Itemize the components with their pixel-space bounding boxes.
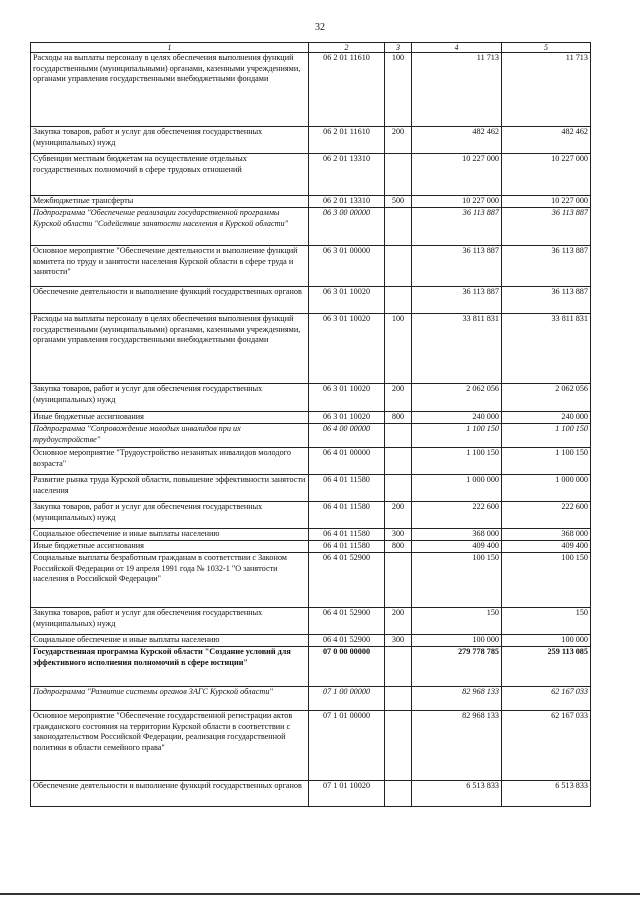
cell-amount-1: 240 000: [412, 412, 502, 424]
cell-code: 06 4 01 52900: [309, 635, 385, 647]
cell-expense-type: [385, 287, 412, 314]
table-row: [31, 553, 591, 608]
cell-amount-1: 279 778 785: [412, 647, 502, 687]
cell-amount-2: 100 000: [502, 635, 591, 647]
cell-name: Подпрограмма "Обеспечение реализации государственной программы Курской области "Содействие занятости населения в Курской области": [31, 208, 309, 246]
header-amount-2: 5: [502, 43, 591, 53]
cell-amount-1: 1 100 150: [412, 448, 502, 475]
table-row: [31, 154, 591, 196]
cell-name: Иные бюджетные ассигнования: [31, 412, 309, 424]
cell-code: 06 4 00 00000: [309, 424, 385, 448]
table-row: [31, 208, 591, 246]
cell-amount-2: 240 000: [502, 412, 591, 424]
cell-name: Субвенции местным бюджетам на осуществление отдельных государственных полномочий в сфере трудовых отношений: [31, 154, 309, 196]
cell-amount-1: 82 968 133: [412, 687, 502, 711]
budget-table: [30, 42, 591, 807]
header-type: 3: [385, 43, 412, 53]
cell-expense-type: 100: [385, 53, 412, 127]
cell-expense-type: 200: [385, 502, 412, 529]
table-row: [31, 647, 591, 687]
header-amount-1: 4: [412, 43, 502, 53]
cell-amount-2: 482 462: [502, 127, 591, 154]
cell-amount-1: 482 462: [412, 127, 502, 154]
cell-name: Государственная программа Курской области "Создание условий для эффективного исполнения полномочий в сфере юстиции": [31, 647, 309, 687]
table-row: [31, 287, 591, 314]
table-row: [31, 635, 591, 647]
cell-amount-2: 62 167 033: [502, 687, 591, 711]
cell-amount-2: 10 227 000: [502, 154, 591, 196]
cell-expense-type: [385, 208, 412, 246]
cell-code: 06 2 01 11610: [309, 127, 385, 154]
cell-amount-2: 10 227 000: [502, 196, 591, 208]
cell-name: Социальное обеспечение и иные выплаты населению: [31, 529, 309, 541]
cell-name: Закупка товаров, работ и услуг для обеспечения государственных (муниципальных) нужд: [31, 608, 309, 635]
cell-amount-1: 368 000: [412, 529, 502, 541]
cell-code: 06 3 01 10020: [309, 287, 385, 314]
table-row: [31, 711, 591, 781]
cell-amount-1: 100 150: [412, 553, 502, 608]
table-row: [31, 424, 591, 448]
cell-amount-2: 1 000 000: [502, 475, 591, 502]
cell-name: Обеспечение деятельности и выполнение функций государственных органов: [31, 287, 309, 314]
cell-amount-2: 62 167 033: [502, 711, 591, 781]
cell-name: Закупка товаров, работ и услуг для обеспечения государственных (муниципальных) нужд: [31, 502, 309, 529]
table-row: [31, 781, 591, 807]
table-row: [31, 196, 591, 208]
cell-code: 07 1 01 00000: [309, 711, 385, 781]
table-row: [31, 475, 591, 502]
cell-expense-type: 300: [385, 635, 412, 647]
cell-amount-2: 33 811 831: [502, 314, 591, 384]
cell-expense-type: [385, 246, 412, 287]
cell-amount-1: 10 227 000: [412, 196, 502, 208]
cell-amount-1: 11 713: [412, 53, 502, 127]
cell-amount-1: 10 227 000: [412, 154, 502, 196]
cell-amount-1: 150: [412, 608, 502, 635]
cell-amount-2: 368 000: [502, 529, 591, 541]
cell-amount-1: 36 113 887: [412, 287, 502, 314]
cell-expense-type: 800: [385, 541, 412, 553]
table-row: [31, 53, 591, 127]
cell-amount-2: 150: [502, 608, 591, 635]
cell-expense-type: [385, 687, 412, 711]
cell-expense-type: 100: [385, 314, 412, 384]
cell-expense-type: [385, 553, 412, 608]
cell-name: Иные бюджетные ассигнования: [31, 541, 309, 553]
cell-code: 07 1 00 00000: [309, 687, 385, 711]
cell-name: Основное мероприятие "Обеспечение деятельности и выполнение функций комитета по труду и занятости населения Курской области в сфере труда и занятости": [31, 246, 309, 287]
cell-expense-type: 300: [385, 529, 412, 541]
cell-amount-2: 6 513 833: [502, 781, 591, 807]
cell-expense-type: 200: [385, 127, 412, 154]
cell-code: 06 4 01 52900: [309, 608, 385, 635]
table-row: [31, 502, 591, 529]
cell-expense-type: [385, 711, 412, 781]
cell-amount-1: 222 600: [412, 502, 502, 529]
cell-amount-2: 36 113 887: [502, 246, 591, 287]
cell-code: 06 3 00 00000: [309, 208, 385, 246]
cell-amount-1: 409 400: [412, 541, 502, 553]
cell-code: 07 0 00 00000: [309, 647, 385, 687]
cell-expense-type: 800: [385, 412, 412, 424]
cell-name: Социальные выплаты безработным гражданам в соответствии с Законом Российской Федерации от 19 апреля 1991 года № 1032-1 "О занятости населения в Российской Федерации": [31, 553, 309, 608]
cell-amount-1: 2 062 056: [412, 384, 502, 412]
cell-code: 06 2 01 11610: [309, 53, 385, 127]
cell-code: 06 2 01 13310: [309, 154, 385, 196]
cell-code: 06 4 01 00000: [309, 448, 385, 475]
cell-amount-2: 409 400: [502, 541, 591, 553]
header-code: 2: [309, 43, 385, 53]
cell-code: 06 4 01 11580: [309, 541, 385, 553]
cell-amount-2: 100 150: [502, 553, 591, 608]
cell-amount-2: 11 713: [502, 53, 591, 127]
cell-amount-2: 259 113 085: [502, 647, 591, 687]
cell-expense-type: [385, 781, 412, 807]
cell-name: Социальное обеспечение и иные выплаты населению: [31, 635, 309, 647]
cell-name: Развитие рынка труда Курской области, повышение эффективности занятости населения: [31, 475, 309, 502]
cell-expense-type: [385, 475, 412, 502]
cell-amount-2: 2 062 056: [502, 384, 591, 412]
table-row: [31, 687, 591, 711]
table-body: [31, 53, 591, 807]
cell-code: 06 4 01 11580: [309, 475, 385, 502]
cell-amount-1: 33 811 831: [412, 314, 502, 384]
cell-amount-2: 36 113 887: [502, 208, 591, 246]
cell-expense-type: [385, 154, 412, 196]
cell-name: Расходы на выплаты персоналу в целях обеспечения выполнения функций государственными (муниципальными) органами, казенными учреждениями, органами управления государственными внебюджетными фондами: [31, 53, 309, 127]
cell-code: 06 4 01 11580: [309, 529, 385, 541]
cell-expense-type: 200: [385, 384, 412, 412]
table-row: [31, 529, 591, 541]
cell-name: Подпрограмма "Развитие системы органов ЗАГС Курской области": [31, 687, 309, 711]
cell-code: 06 3 01 00000: [309, 246, 385, 287]
cell-name: Основное мероприятие "Трудоустройство незанятых инвалидов молодого возраста": [31, 448, 309, 475]
cell-code: 06 3 01 10020: [309, 314, 385, 384]
cell-expense-type: [385, 647, 412, 687]
cell-expense-type: [385, 424, 412, 448]
table-row: [31, 412, 591, 424]
cell-code: 07 1 01 10020: [309, 781, 385, 807]
page-number: 32: [315, 22, 325, 33]
cell-amount-1: 36 113 887: [412, 246, 502, 287]
cell-amount-1: 1 000 000: [412, 475, 502, 502]
cell-name: Закупка товаров, работ и услуг для обеспечения государственных (муниципальных) нужд: [31, 127, 309, 154]
table-row: [31, 541, 591, 553]
cell-name: Обеспечение деятельности и выполнение функций государственных органов: [31, 781, 309, 807]
cell-amount-1: 6 513 833: [412, 781, 502, 807]
cell-code: 06 3 01 10020: [309, 412, 385, 424]
cell-expense-type: 500: [385, 196, 412, 208]
cell-amount-2: 1 100 150: [502, 424, 591, 448]
table-row: [31, 246, 591, 287]
table-row: [31, 314, 591, 384]
cell-code: 06 4 01 11580: [309, 502, 385, 529]
cell-name: Закупка товаров, работ и услуг для обеспечения государственных (муниципальных) нужд: [31, 384, 309, 412]
header-row: [31, 43, 591, 53]
cell-amount-1: 82 968 133: [412, 711, 502, 781]
bottom-rule: [0, 893, 640, 895]
cell-amount-2: 222 600: [502, 502, 591, 529]
cell-name: Межбюджетные трансферты: [31, 196, 309, 208]
cell-name: Подпрограмма "Сопровождение молодых инвалидов при их трудоустройстве": [31, 424, 309, 448]
header-name: 1: [31, 43, 309, 53]
cell-name: Расходы на выплаты персоналу в целях обеспечения выполнения функций государственными (муниципальными) органами, казенными учреждениями, органами управления государственными внебюджетными фондами: [31, 314, 309, 384]
cell-code: 06 3 01 10020: [309, 384, 385, 412]
cell-amount-1: 1 100 150: [412, 424, 502, 448]
cell-amount-2: 1 100 150: [502, 448, 591, 475]
cell-amount-1: 100 000: [412, 635, 502, 647]
cell-amount-2: 36 113 887: [502, 287, 591, 314]
cell-code: 06 4 01 52900: [309, 553, 385, 608]
table-row: [31, 127, 591, 154]
table-row: [31, 448, 591, 475]
cell-code: 06 2 01 13310: [309, 196, 385, 208]
cell-name: Основное мероприятие "Обеспечение государственной регистрации актов гражданского состояния на территории Курской области в соответствии с законодательством Российской Федерации, реализация государственной политики в области семейного права": [31, 711, 309, 781]
cell-amount-1: 36 113 887: [412, 208, 502, 246]
cell-expense-type: [385, 448, 412, 475]
table-row: [31, 608, 591, 635]
table-row: [31, 384, 591, 412]
cell-expense-type: 200: [385, 608, 412, 635]
